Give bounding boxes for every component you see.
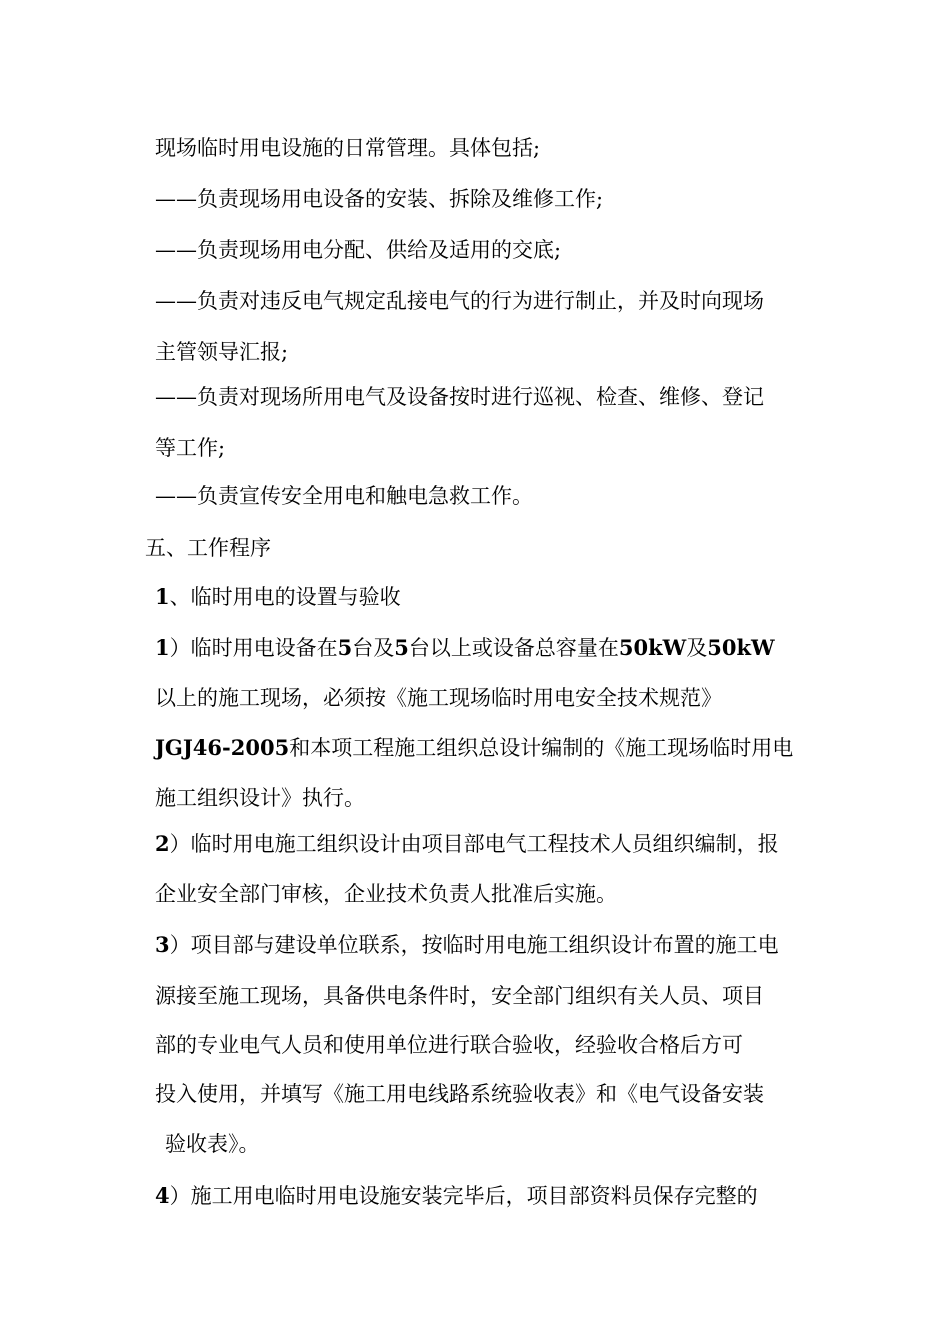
text-line: 以上的施工现场，必须按《施工现场临时用电安全技术规范》 [155, 686, 722, 710]
text-line: 4）施工用电临时用电设施安装完毕后，项目部资料员保存完整的 [155, 1183, 758, 1208]
text-line: ——负责现场用电设备的安装、拆除及维修工作; [155, 187, 604, 211]
text-line: ——负责对现场所用电气及设备按时进行巡视、检查、维修、登记 [155, 385, 764, 409]
text-line: 3）项目部与建设单位联系，按临时用电施工组织设计布置的施工电 [155, 932, 779, 957]
text-line: 源接至施工现场，具备供电条件时，安全部门组织有关人员、项目 [155, 984, 764, 1008]
text-line: 投入使用，并填写《施工用电线路系统验收表》和《电气设备安装 [155, 1082, 764, 1106]
text-line: 部的专业电气人员和使用单位进行联合验收，经验收合格后方可 [155, 1033, 743, 1057]
text-line: 施工组织设计》执行。 [155, 786, 365, 810]
subsection-heading: 1、临时用电的设置与验收 [155, 584, 401, 609]
text-line: 1）临时用电设备在5台及5台以上或设备总容量在50kW及50kW [155, 635, 775, 660]
text-line: 2）临时用电施工组织设计由项目部电气工程技术人员组织编制，报 [155, 831, 779, 856]
text-line: ——负责现场用电分配、供给及适用的交底; [155, 238, 562, 262]
section-heading: 五、工作程序 [145, 536, 271, 560]
text-line: JGJ46-2005和本项工程施工组织总设计编制的《施工现场临时用电 [155, 735, 794, 760]
text-line: 等工作; [155, 436, 226, 460]
text-line: 企业安全部门审核，企业技术负责人批准后实施。 [155, 882, 617, 906]
text-line: 主管领导汇报; [155, 340, 289, 364]
text-line: 现场临时用电设施的日常管理。具体包括; [155, 136, 541, 160]
text-line: ——负责对违反电气规定乱接电气的行为进行制止，并及时向现场 [155, 289, 764, 313]
text-line: ——负责宣传安全用电和触电急救工作。 [155, 484, 533, 508]
text-line: 验收表》。 [165, 1132, 260, 1156]
